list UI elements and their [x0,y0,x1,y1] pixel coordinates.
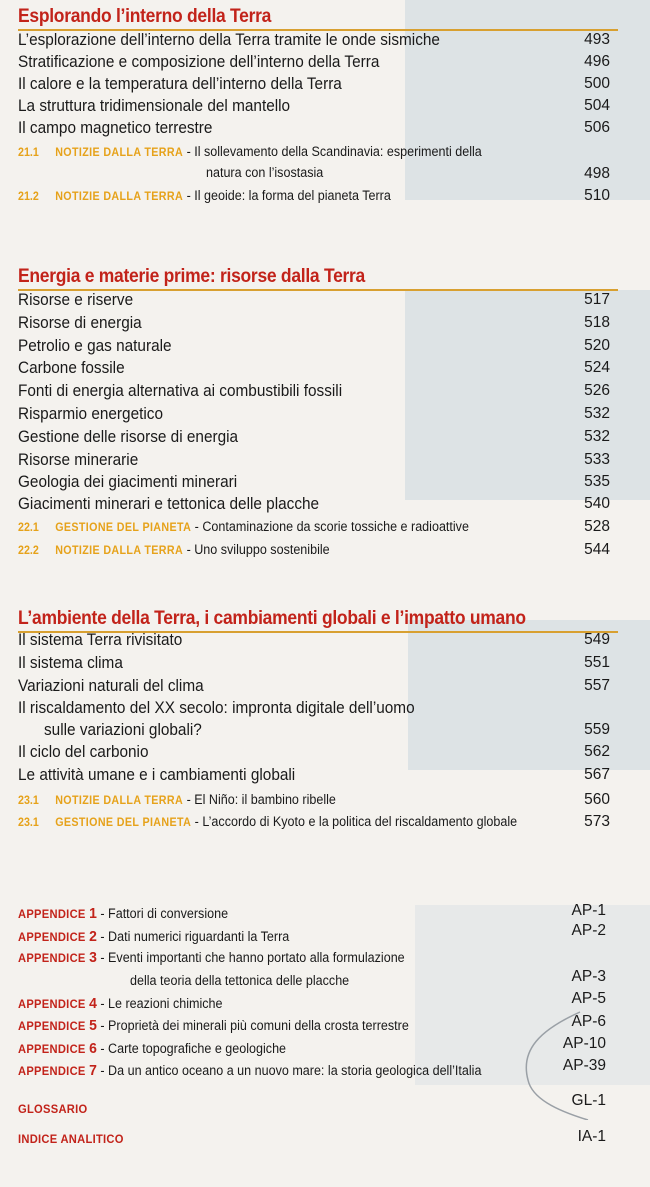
appendix-entry[interactable]: APPENDICE 4 - Le reazioni chimiche [18,995,223,1012]
section-title: L’ambiente della Terra, i cambiamenti globali e l’impatto umano [18,608,526,629]
page-number: IA-1 [577,1128,606,1145]
toc-entry[interactable]: Il ciclo del carbonio [18,743,149,761]
page-number: 557 [584,677,610,694]
section-energia [18,266,618,566]
appendix-entry[interactable]: APPENDICE 1 - Fattori di conversione [18,905,229,922]
page-number: 524 [584,359,610,376]
section-title: Esplorando l’interno della Terra [18,6,272,27]
toc-entry[interactable]: Fonti di energia alternativa ai combustibili fossili [18,382,343,400]
page-number: 573 [584,813,610,830]
box-entry[interactable]: 23.1 GESTIONE DEL PIANETA - L’accordo di Kyoto e la politica del riscaldamento globale [18,814,518,829]
toc-entry[interactable]: Gestione delle risorse di energia [18,428,239,446]
page-number: AP-2 [571,922,606,939]
section-title: Energia e materie prime: risorse dalla Terra [18,266,366,287]
toc-entry[interactable]: Geologia dei giacimenti minerari [18,473,238,491]
appendix-entry[interactable]: APPENDICE 7 - Da un antico oceano a un nuovo mare: la storia geologica dell’Italia [18,1062,482,1079]
page-number: 533 [584,451,610,468]
box-entry[interactable]: 22.1 GESTIONE DEL PIANETA - Contaminazione da scorie tossiche e radioattive [18,519,469,534]
toc-entry[interactable]: Risorse e riserve [18,291,134,309]
toc-entry[interactable]: Risparmio energetico [18,405,163,423]
appendix-entry[interactable]: APPENDICE 3 - Eventi importanti che hanno portato alla formulazione [18,949,405,966]
toc-entry[interactable]: Variazioni naturali del clima [18,677,204,695]
toc-entry[interactable]: L’esplorazione dell’interno della Terra tramite le onde sismiche [18,31,440,49]
glossary-entry[interactable]: GLOSSARIO [18,1102,88,1116]
page-number: AP-6 [571,1013,606,1030]
page-number: 498 [584,165,610,182]
page-number: 518 [584,314,610,331]
page-number: GL-1 [571,1092,606,1109]
page-number: 528 [584,518,610,535]
toc-entry[interactable]: Il sistema clima [18,654,123,672]
index-entry[interactable]: INDICE ANALITICO [18,1132,124,1146]
toc-entry[interactable]: Risorse di energia [18,314,142,332]
toc-entry[interactable]: Il campo magnetico terrestre [18,119,213,137]
page-number: 549 [584,631,610,648]
page-number: 560 [584,791,610,808]
page-number: 559 [584,721,610,738]
section-ambiente [18,608,618,848]
toc-entry[interactable]: Le attività umane e i cambiamenti globali [18,766,296,784]
page-number: 544 [584,541,610,558]
toc-entry-cont: sulle variazioni globali? [44,721,202,739]
page-number: 510 [584,187,610,204]
page-number: 506 [584,119,610,136]
box-entry[interactable]: 21.1 NOTIZIE DALLA TERRA - Il sollevamento della Scandinavia: esperimenti della [18,144,482,159]
toc-entry[interactable]: Il calore e la temperatura dell’interno della Terra [18,75,342,93]
appendix-entry[interactable]: APPENDICE 6 - Carte topografiche e geologiche [18,1040,287,1057]
page-number: AP-1 [571,902,606,919]
toc-entry[interactable]: Petrolio e gas naturale [18,337,172,355]
page-number: 535 [584,473,610,490]
box-entry-cont: natura con l’isostasia [206,165,324,180]
page-number: 493 [584,31,610,48]
appendix-entry[interactable]: APPENDICE 5 - Proprietà dei minerali più comuni della crosta terrestre [18,1017,409,1034]
section-interno-terra [18,6,618,216]
page-number: 526 [584,382,610,399]
page-number: AP-10 [562,1035,606,1052]
toc-entry[interactable]: Il sistema Terra rivisitato [18,631,183,649]
page-number: 520 [584,337,610,354]
page-number: 567 [584,766,610,783]
toc-entry[interactable]: Il riscaldamento del XX secolo: impronta digitale dell’uomo [18,699,415,717]
page-number: 517 [584,291,610,308]
page-number: 540 [584,495,610,512]
page-number: 504 [584,97,610,114]
box-entry[interactable]: 23.1 NOTIZIE DALLA TERRA - El Niño: il bambino ribelle [18,792,336,807]
page-number: 532 [584,428,610,445]
page-number: 562 [584,743,610,760]
page-number: 551 [584,654,610,671]
page-number: AP-39 [562,1057,606,1074]
toc-entry[interactable]: La struttura tridimensionale del mantello [18,97,291,115]
page-number: 500 [584,75,610,92]
appendix-entry[interactable]: APPENDICE 2 - Dati numerici riguardanti la Terra [18,928,290,945]
toc-entry[interactable]: Risorse minerarie [18,451,139,469]
page-number: AP-5 [571,990,606,1007]
box-entry[interactable]: 22.2 NOTIZIE DALLA TERRA - Uno sviluppo sostenibile [18,542,330,557]
box-entry[interactable]: 21.2 NOTIZIE DALLA TERRA - Il geoide: la forma del pianeta Terra [18,188,391,203]
page-number: AP-3 [571,968,606,985]
toc-entry[interactable]: Carbone fossile [18,359,125,377]
toc-entry[interactable]: Giacimenti minerari e tettonica delle placche [18,495,320,513]
appendix-entry-cont: della teoria della tettonica delle placche [130,973,350,988]
ribbon-curve-decoration [500,1010,590,1120]
page-number: 532 [584,405,610,422]
toc-entry[interactable]: Stratificazione e composizione dell’interno della Terra [18,53,380,71]
page-number: 496 [584,53,610,70]
